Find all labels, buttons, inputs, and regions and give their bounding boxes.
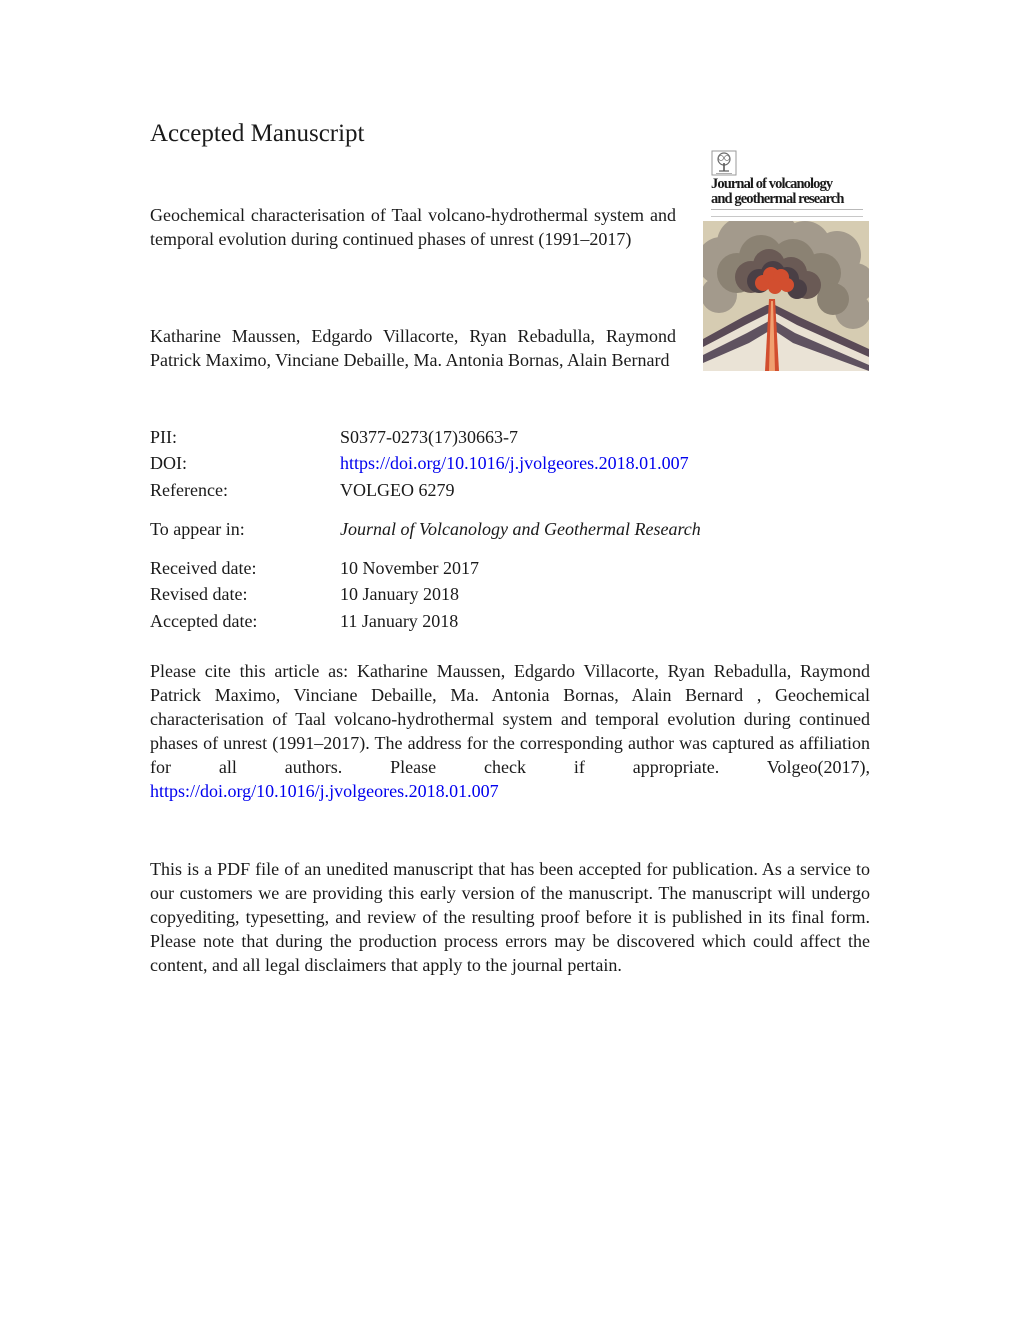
citation-paragraph xyxy=(150,659,870,803)
journal-name xyxy=(711,177,871,207)
doi-label: DOI: xyxy=(150,453,187,473)
revised-value: 10 January 2018 xyxy=(340,584,459,604)
article-title: Geochemical characterisation of Taal volcano-hydrothermal system and temporal evolution during continued phases of unrest (1991–2017) xyxy=(150,205,676,249)
reference-label: Reference: xyxy=(150,480,228,500)
journal-fine-print xyxy=(711,209,863,217)
received-label: Received date: xyxy=(150,558,257,578)
doi-link[interactable]: https://doi.org/10.1016/j.jvolgeores.2018.01.007 xyxy=(340,453,689,473)
volcano-cover-illustration xyxy=(703,221,869,371)
revised-label: Revised date: xyxy=(150,584,248,604)
journal-name-line: Journal of volcanology xyxy=(711,176,833,192)
disclaimer-paragraph: This is a PDF file of an unedited manuscript that has been accepted for publication. As a service to our customers we are providing this early version of the manuscript. The manuscript will undergo copyediting, typesetting, and review of the resulting proof before it is published in its final form. Please note that during the production process errors may be discovered which could affect the content, and all legal disclaimers that apply to the journal pertain. xyxy=(150,859,870,975)
journal-name-line: and geothermal research xyxy=(711,191,844,207)
pii-value: S0377-0273(17)30663-7 xyxy=(340,427,518,447)
appear-label: To appear in: xyxy=(150,519,245,539)
received-value: 10 November 2017 xyxy=(340,558,479,578)
appear-value: Journal of Volcanology and Geothermal Research xyxy=(340,519,701,539)
pii-label: PII: xyxy=(150,427,177,447)
article-authors: Katharine Maussen, Edgardo Villacorte, Ryan Rebadulla, Raymond Patrick Maximo, Vinciane Debaille, Ma. Antonia Bornas, Alain Bernard xyxy=(150,326,676,370)
accepted-label: Accepted date: xyxy=(150,611,258,631)
reference-value: VOLGEO 6279 xyxy=(340,480,455,500)
journal-cover-block xyxy=(703,150,871,371)
elsevier-tree-logo-icon xyxy=(711,150,737,176)
citation-text: Please cite this article as: Katharine Maussen, Edgardo Villacorte, Ryan Rebadulla, Raymond Patrick Maximo, Vinciane Debaille, Ma. Antonia Bornas, Alain Bernard , Geochemical characterisation of Taal volcano-hydrothermal system and temporal evolution during continued phases of unrest (1991–2017). The address for the corresponding author was captured as affiliation for all authors. Please check if appropriate. Volgeo(2017), xyxy=(150,661,870,777)
citation-doi-link[interactable]: https://doi.org/10.1016/j.jvolgeores.2018.01.007 xyxy=(150,781,499,801)
page-heading: Accepted Manuscript xyxy=(150,120,365,147)
accepted-value: 11 January 2018 xyxy=(340,611,459,631)
